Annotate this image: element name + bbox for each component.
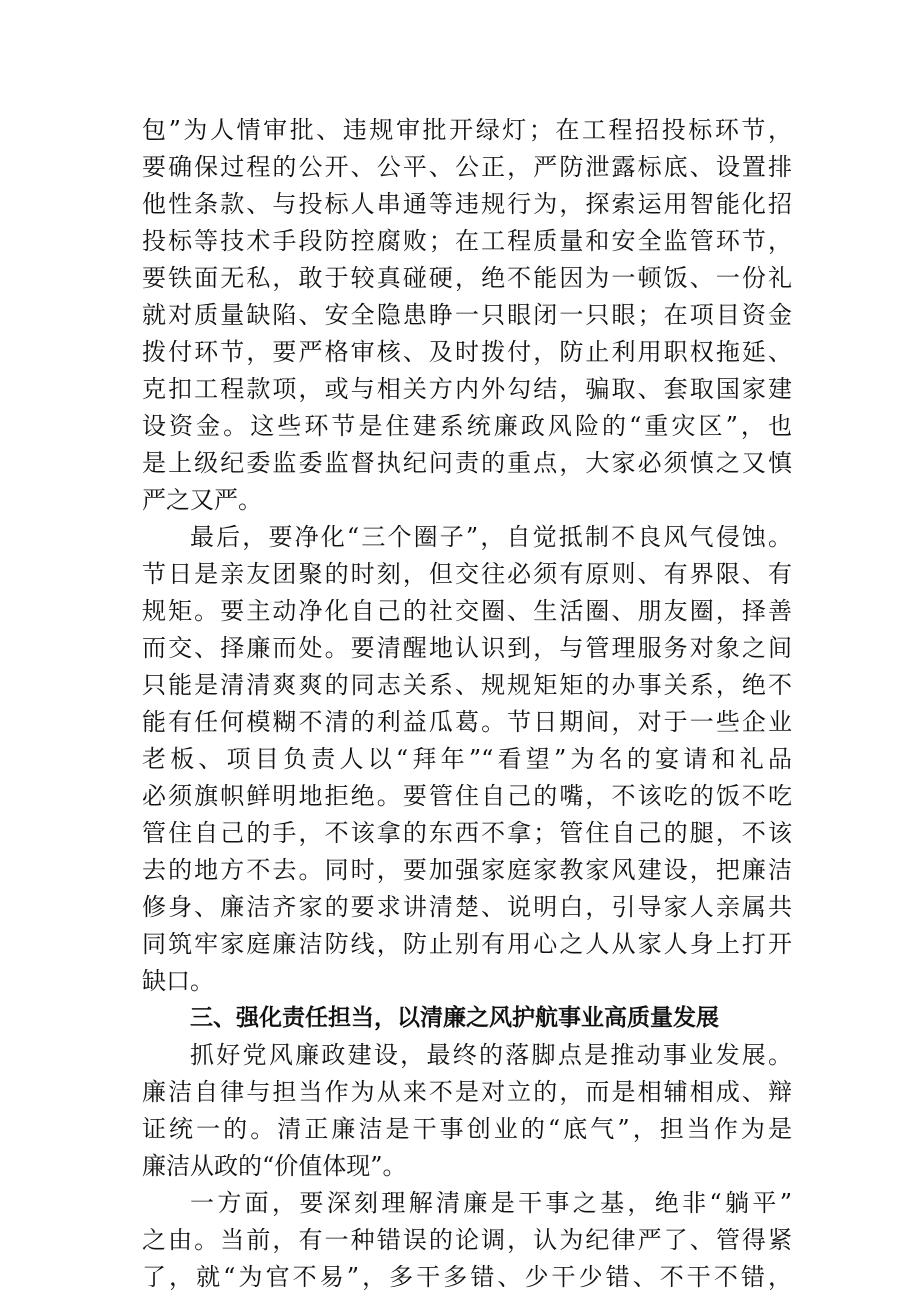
text-line: 最后，要净化“三个圈子”，自觉抵制不良风气侵蚀。 — [190, 523, 792, 551]
text-line: 要确保过程的公开、公平、公正，严防泄露标底、设置排 — [142, 153, 792, 181]
text-line: 而交、择廉而处。要清醒地认识到，与管理服务对象之间 — [142, 634, 792, 662]
text-line: 证统一的。清正廉洁是干事创业的“底气”，担当作为是 — [142, 1115, 792, 1143]
text-line: 投标等技术手段防控腐败；在工程质量和安全监管环节， — [142, 227, 792, 255]
text-line: 他性条款、与投标人串通等违规行为，探索运用智能化招 — [142, 190, 792, 218]
document-body — [142, 112, 792, 1296]
text-line: 去的地方不去。同时，要加强家庭家教家风建设，把廉洁 — [142, 856, 792, 884]
text-line: 廉洁从政的“价值体现”。 — [142, 1152, 407, 1180]
text-line: 克扣工程款项，或与相关方内外勾结，骗取、套取国家建 — [142, 375, 792, 403]
text-line: 包”为人情审批、违规审批开绿灯；在工程招投标环节， — [142, 116, 792, 144]
text-line: 规矩。要主动净化自己的社交圈、生活圈、朋友圈，择善 — [142, 597, 792, 625]
text-line: 严之又严。 — [142, 486, 262, 514]
paragraph — [142, 519, 792, 1000]
text-line: 是上级纪委监委监督执纪问责的重点，大家必须慎之又慎 — [142, 449, 792, 477]
text-line: 缺口。 — [142, 967, 214, 995]
text-line: 设资金。这些环节是住建系统廉政风险的“重灾区”，也 — [142, 412, 792, 440]
text-line: 要铁面无私，敢于较真碰硬，绝不能因为一顿饭、一份礼 — [142, 264, 792, 292]
text-line: 抓好党风廉政建设，最终的落脚点是推动事业发展。 — [190, 1041, 792, 1069]
text-line: 只能是清清爽爽的同志关系、规规矩矩的办事关系，绝不 — [142, 671, 792, 699]
text-line: 廉洁自律与担当作为从来不是对立的，而是相辅相成、辩 — [142, 1078, 792, 1106]
section-heading: 三、强化责任担当，以清廉之风护航事业高质量发展 — [190, 1005, 719, 1031]
text-line: 之由。当前，有一种错误的论调，认为纪律严了、管得紧 — [142, 1226, 792, 1254]
text-line: 同筑牢家庭廉洁防线，防止别有用心之人从家人身上打开 — [142, 930, 792, 958]
paragraph — [142, 112, 792, 519]
text-line: 管住自己的手，不该拿的东西不拿；管住自己的腿，不该 — [142, 819, 792, 847]
text-line: 修身、廉洁齐家的要求讲清楚、说明白，引导家人亲属共 — [142, 893, 792, 921]
text-line: 一方面，要深刻理解清廉是干事之基，绝非“躺平” — [190, 1189, 792, 1217]
paragraph — [142, 1185, 792, 1296]
text-line: 拨付环节，要严格审核、及时拨付，防止利用职权拖延、 — [142, 338, 792, 366]
text-line: 必须旗帜鲜明地拒绝。要管住自己的嘴，不该吃的饭不吃 — [142, 782, 792, 810]
text-line: 能有任何模糊不清的利益瓜葛。节日期间，对于一些企业 — [142, 708, 792, 736]
paragraph — [142, 1037, 792, 1185]
text-line: 节日是亲友团聚的时刻，但交往必须有原则、有界限、有 — [142, 560, 792, 588]
text-line: 老板、项目负责人以“拜年”“看望”为名的宴请和礼品 — [142, 745, 792, 773]
text-line: 就对质量缺陷、安全隐患睁一只眼闭一只眼；在项目资金 — [142, 301, 792, 329]
text-line: 了，就“为官不易”，多干多错、少干少错、不干不错， — [142, 1263, 792, 1291]
